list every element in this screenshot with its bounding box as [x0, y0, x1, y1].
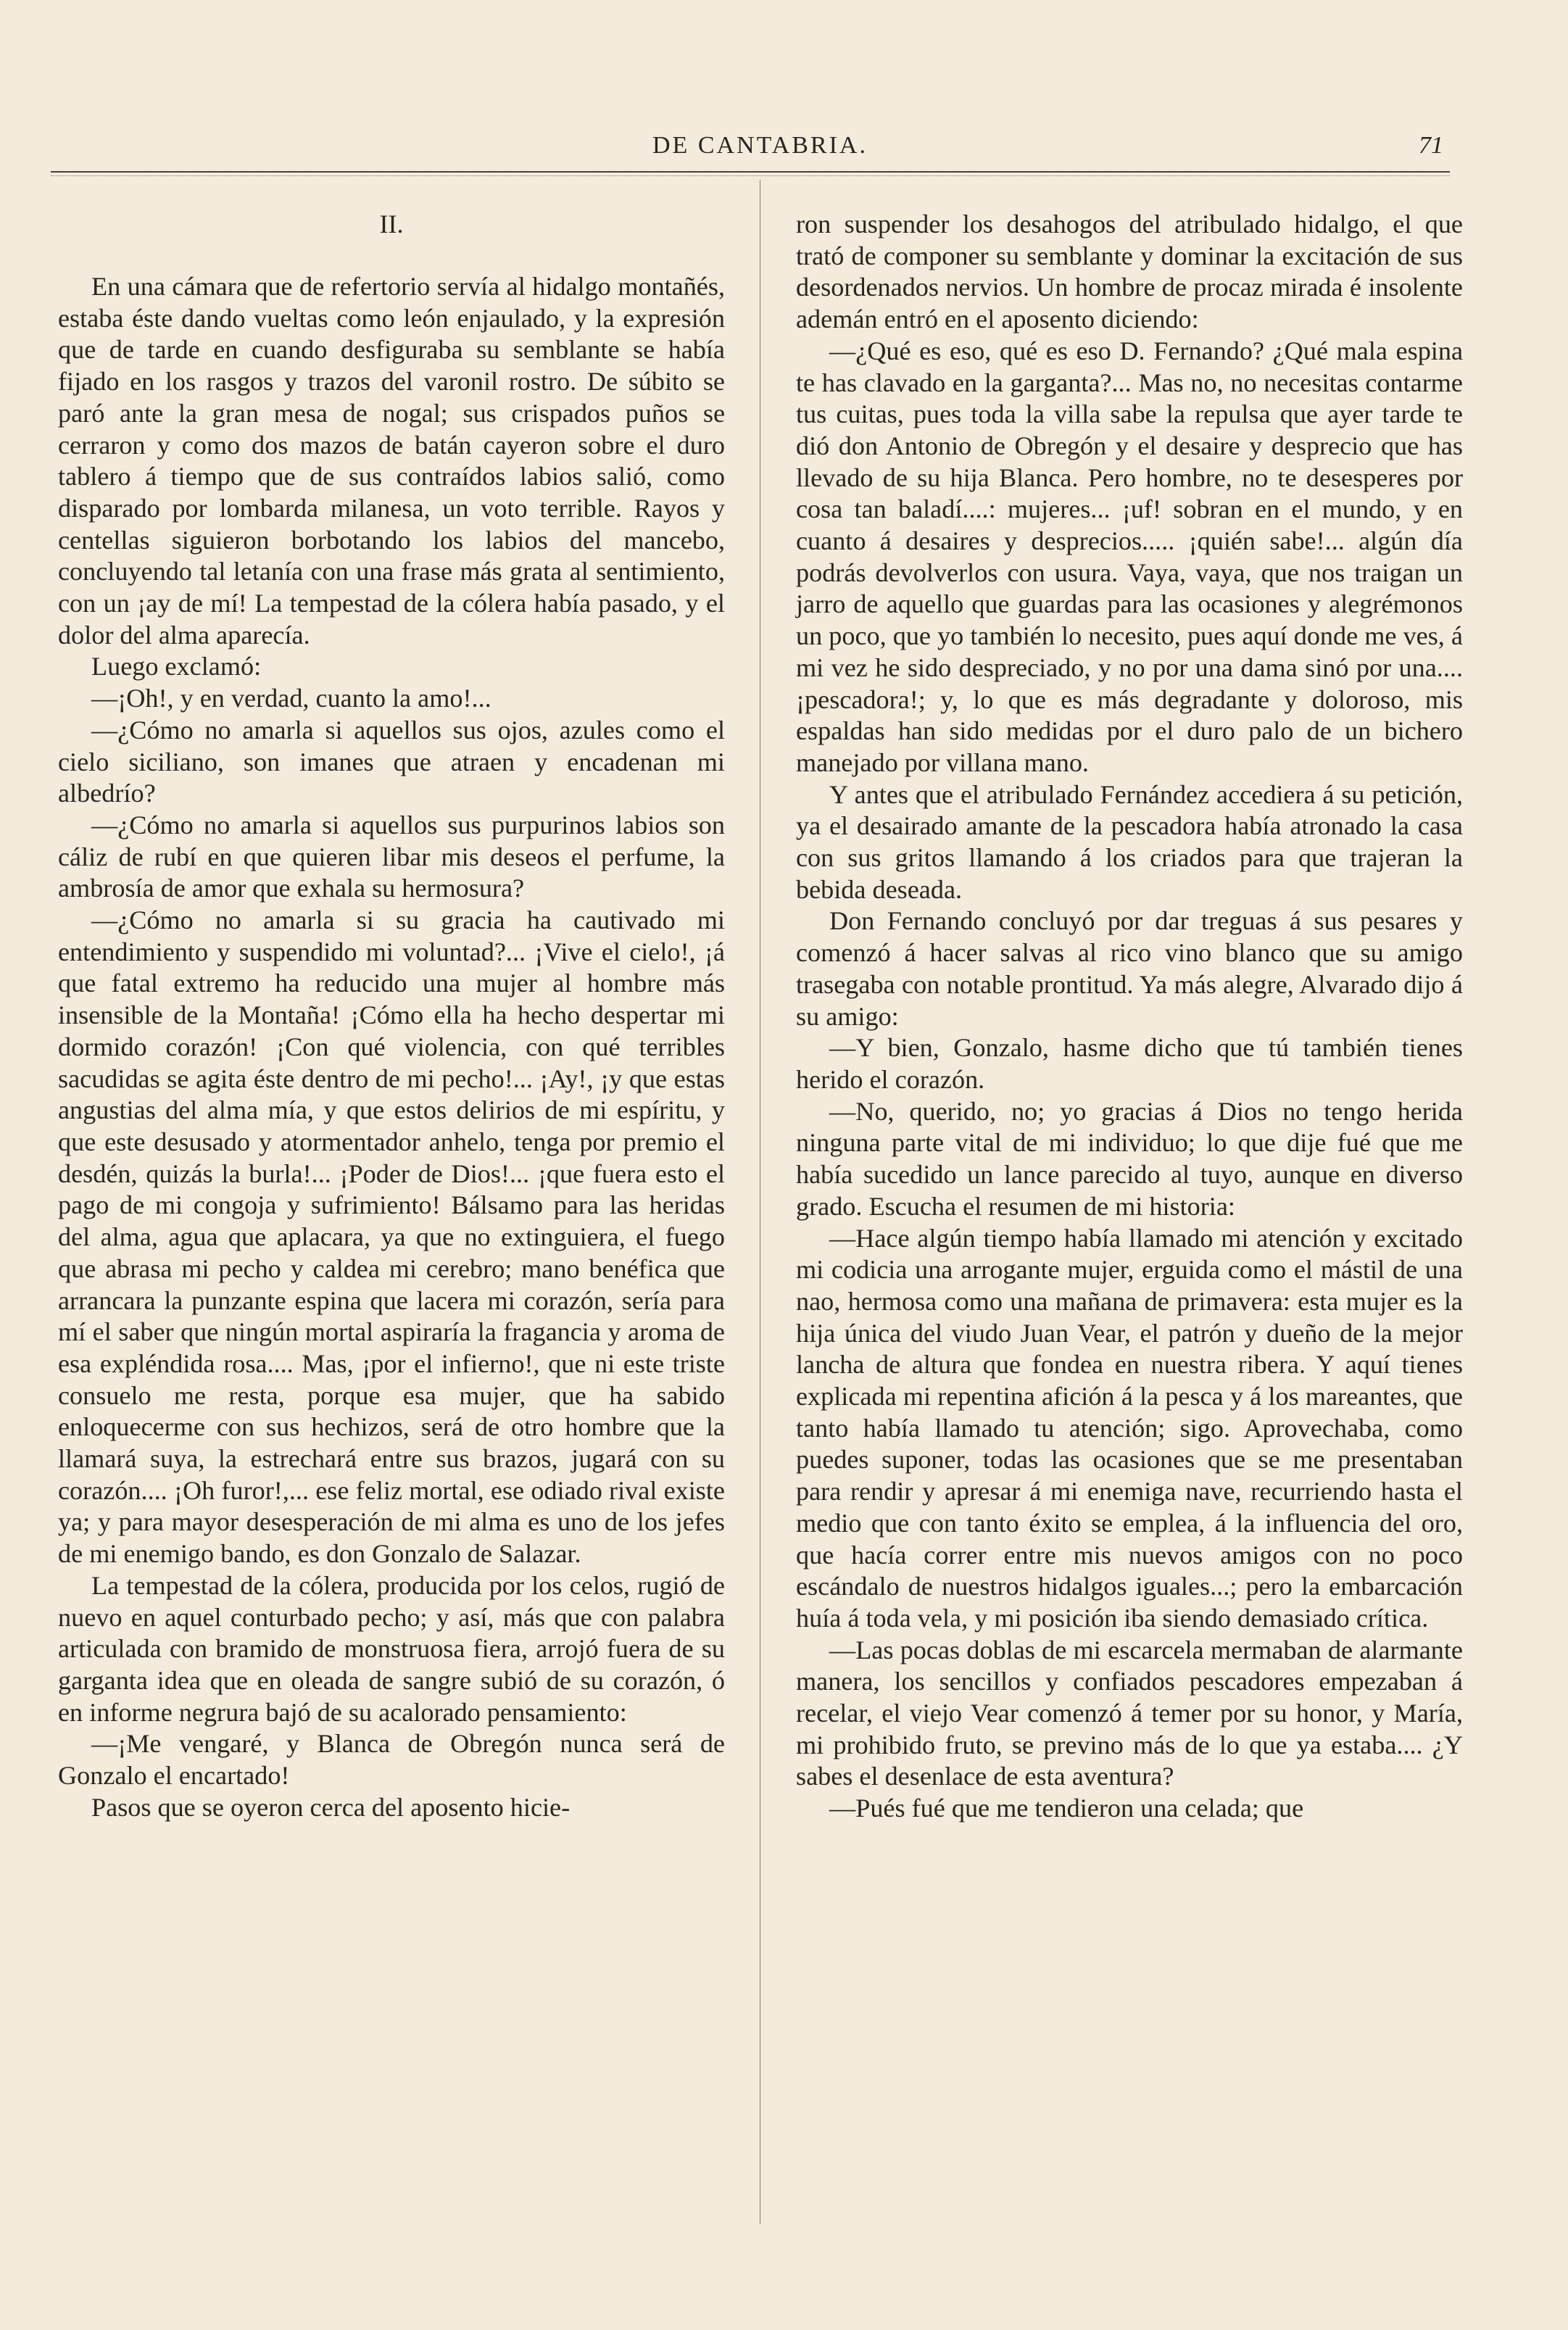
running-head — [0, 132, 1568, 168]
paragraph: ron suspender los desahogos del atribulado hidalgo, el que trató de componer su semblante y dominar la excitación de sus desordenados nervios. Un hombre de procaz mirada é insolente ademán entró en el aposento diciendo: — [796, 210, 1463, 334]
paragraph: —Las pocas doblas de mi escarcela mermaban de alarmante manera, los sencillos y confiados pescadores empezaban á recelar, el viejo Vear comenzó á temer por su honor, y María, mi prohibido fruto, se previno más de lo que ya estaba.... ¿Y sabes el desenlace de esta aventura? — [796, 1635, 1463, 1791]
paragraph: En una cámara que de refertorio servía al hidalgo montañés, estaba éste dando vueltas como león enjaulado, y la expresión que de tarde en cuando desfiguraba su semblante se había fijado en los rasgos y trazos del varonil rostro. De súbito se paró ante la gran mesa de nogal; sus crispados puños se cerraron y como dos mazos de batán cayeron sobre el duro tablero á tiempo que de sus contraídos labios salió, como disparado por lombarda milanesa, un voto terrible. Rayos y centellas siguieron borbotando los labios del mancebo, concluyendo tal letanía con una frase más grata al sentimiento, con un ¡ay de mí! La tempestad de la cólera había pasado, y el dolor del alma aparecía. — [58, 272, 725, 650]
paragraph: —¿Qué es eso, qué es eso D. Fernando? ¿Qué mala espina te has clavado en la garganta?... Mas no, no necesitas contarme tus cuitas, pues toda la villa sabe la repulsa que ayer tarde te dió don Antonio de Obregón y el desaire y desprecio que has llevado de su hija Blanca. Pero hombre, no te desesperes por cosa tan baladí....: mujeres... ¡uf! sobran en el mundo, y en cuanto á desaires y desprecios..... ¡quién sabe!... algún día podrás devolverlos con usura. Vaya, vaya, que nos traigan un jarro de aquello que guardas para las ocasiones y alegrémonos un poco, que yo también lo necesito, pues aquí donde me ves, á mi vez he sido despreciado, y no por una dama sinó por una.... ¡pescadora!; y, lo que es más degradante y doloroso, mis espaldas han sido medidas por el duro palo de un bichero manejado por villana mano. — [796, 336, 1463, 777]
section-number: II. — [379, 210, 404, 239]
page-number: 71 — [1419, 132, 1443, 159]
running-title: DE CANTABRIA. — [652, 132, 868, 159]
paragraph: —Y bien, Gonzalo, hasme dicho que tú también tienes herido el corazón. — [796, 1033, 1463, 1094]
paragraph: La tempestad de la cólera, producida por los celos, rugió de nuevo en aquel conturbado pecho; y así, más que con palabra articulada con bramido de monstruosa fiera, arrojó fuera de su garganta idea que en oleada de sangre subió de su corazón, ó en informe negrura bajó de su acalorado pensamiento: — [58, 1570, 725, 1727]
paragraph: Don Fernando concluyó por dar treguas á sus pesares y comenzó á hacer salvas al rico vino blanco que su amigo trasegaba con notable prontitud. Ya más alegre, Alvarado dijo á su amigo: — [796, 906, 1463, 1031]
right-column — [796, 209, 1463, 1825]
paragraph: —¡Me vengaré, y Blanca de Obregón nunca será de Gonzalo el encartado! — [58, 1729, 725, 1791]
paragraph: Pasos que se oyeron cerca del aposento hicie- — [91, 1792, 571, 1822]
header-rule — [51, 171, 1450, 176]
paragraph: —Hace algún tiempo había llamado mi atención y excitado mi codicia una arrogante mujer, erguida como el mástil de una nao, hermosa como una mañana de primavera: esta mujer es la hija única del viudo Juan Vear, el patrón y dueño de la mejor lancha de altura que fondea en nuestra ribera. Y aquí tienes explicada mi repentina afición á la pesca y á los mareantes, que tanto había llamado tu atención; sigo. Aprovechaba, como puedes suponer, todas las ocasiones que se me presentaban para rendir y apresar á mi enemiga nave, recurriendo hasta el medio que con tanto éxito se emplea, á la influencia del oro, que hacía correr entre mis nuevos amigos con no poco escándalo de nuestros hidalgos iguales...; pero la embarcación huía á toda vela, y mi posición iba siendo demasiado crítica. — [796, 1223, 1463, 1633]
paragraph: —¿Cómo no amarla si su gracia ha cautivado mi entendimiento y suspendido mi voluntad?... ¡Vive el cielo!, ¡á que fatal extremo ha reducido una mujer al hombre más insensible de la Montaña! ¡Cómo ella ha hecho despertar mi dormido corazón! ¡Con qué violencia, con qué terribles sacudidas se agita éste dentro de mi pecho!... ¡Ay!, ¡y que estas angustias del alma mía, y que estos delirios de mi espíritu, y que este desusado y atormentador anhelo, tenga por premio el desdén, quizás la burla!... ¡Poder de Dios!... ¡que fuera esto el pago de mi congoja y sufrimiento! Bálsamo para las heridas del alma, agua que aplacara, ya que no extinguiera, el fuego que abrasa mi pecho y caldea mi cerebro; mano benéfica que arrancara la punzante espina que lacera mi corazón, sería para mí el saber que ningún mortal aspiraría la fragancia y aroma de esa expléndida rosa.... Mas, ¡por el infierno!, que ni este triste consuelo me resta, porque esa mujer, que ha sabido enloquecerme con sus hechizos, será de otro hombre que la llamará suya, la estrechará entre sus brazos, jugará con su corazón.... ¡Oh furor!,... ese feliz mortal, ese odiado rival existe ya; y para mayor desesperación de mi alma es uno de los jefes de mi enemigo bando, es don Gonzalo de Salazar. — [58, 905, 725, 1569]
paragraph: —No, querido, no; yo gracias á Dios no tengo herida ninguna parte vital de mi individuo; lo que dije fué que me había sucedido un lance parecido al tuyo, aunque en diverso grado. Escucha el resumen de mi historia: — [796, 1096, 1463, 1221]
paragraph: —Pués fué que me tendieron una celada; que — [829, 1794, 1304, 1823]
paragraph: Luego exclamó: — [91, 652, 262, 681]
left-column — [58, 209, 725, 1823]
paragraph: —¡Oh!, y en verdad, cuanto la amo!... — [91, 684, 491, 713]
paragraph: —¿Cómo no amarla si aquellos sus ojos, azules como el cielo siciliano, son imanes que atraen y encadenan mi albedrío? — [58, 715, 725, 808]
paragraph: Y antes que el atribulado Fernández accediera á su petición, ya el desairado amante de la pescadora había atronado la casa con sus gritos llamando á los criados para que trajeran la bebida deseada. — [796, 779, 1463, 904]
paragraph: —¿Cómo no amarla si aquellos sus purpurinos labios son cáliz de rubí en que quieren libar mis deseos el perfume, la ambrosía de amor que exhala su hermosura? — [58, 810, 725, 903]
